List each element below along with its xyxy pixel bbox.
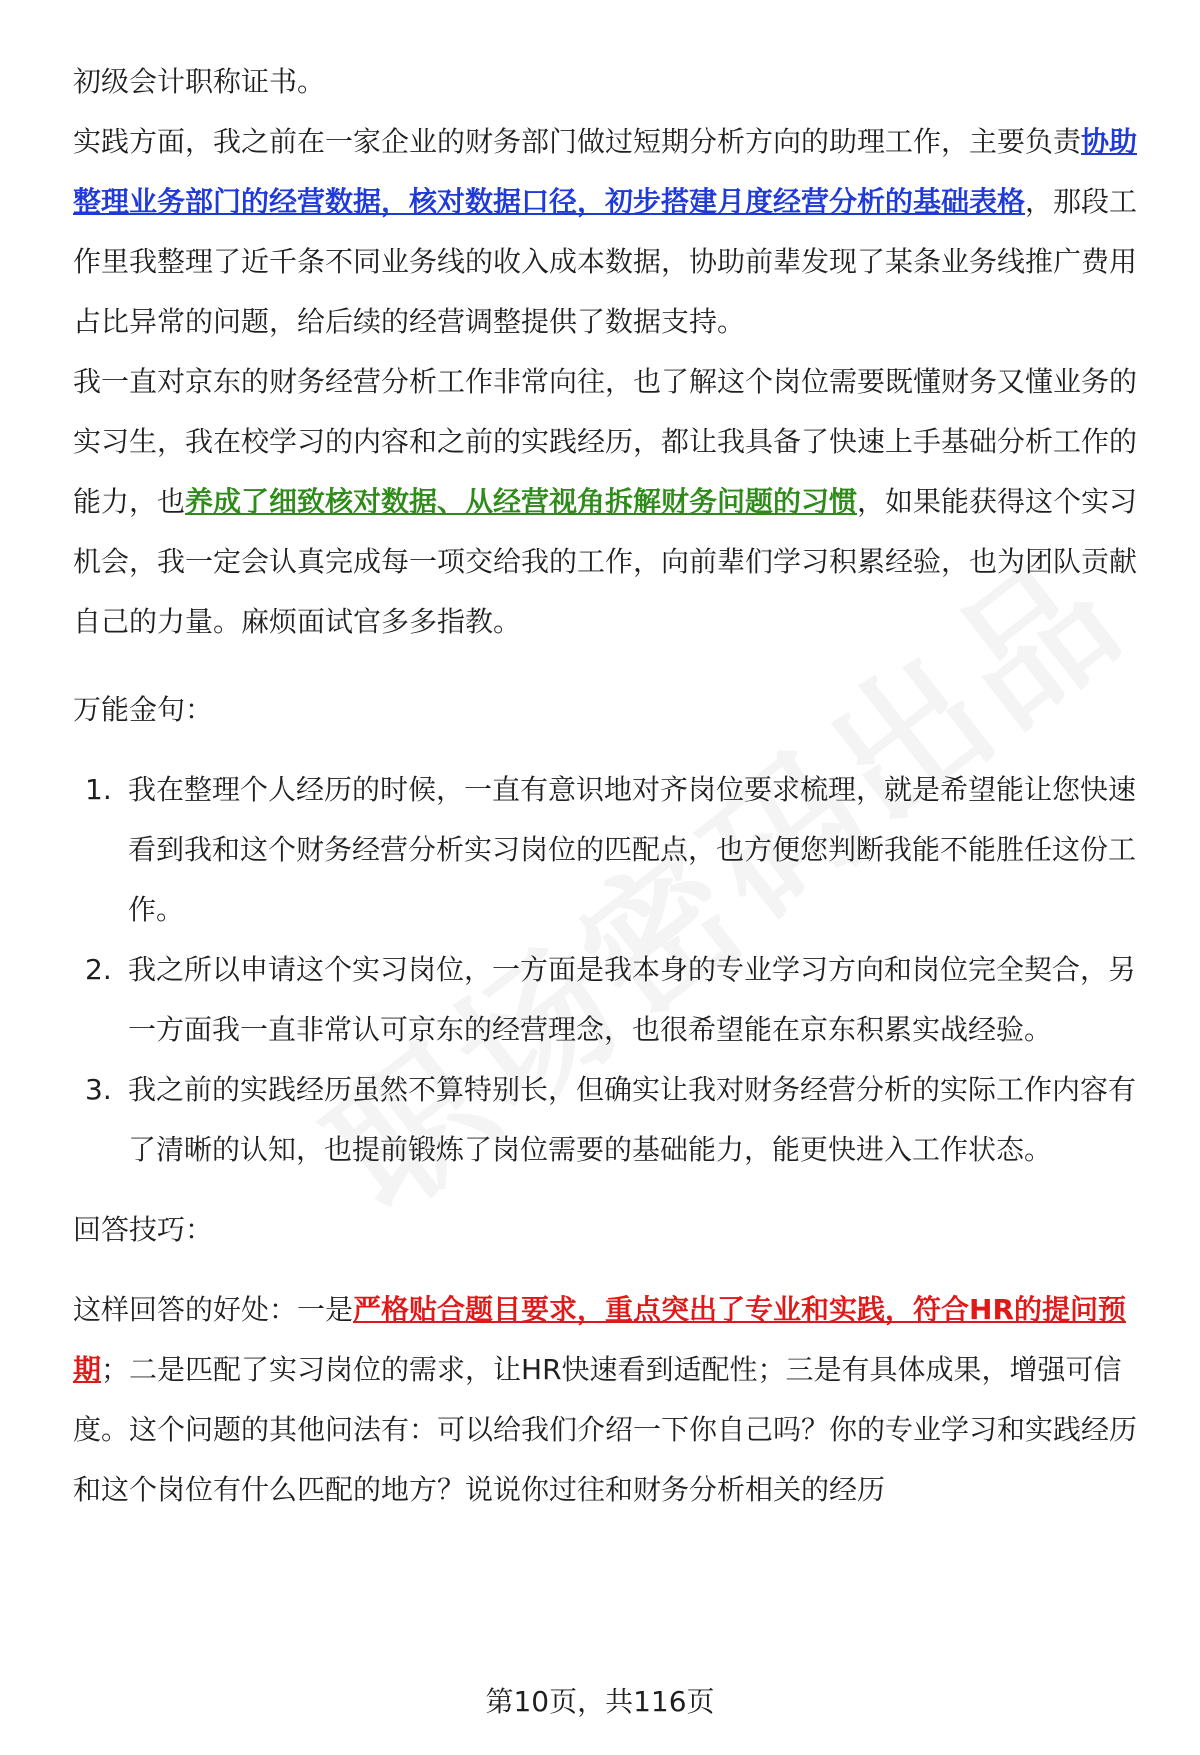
motivation-text-pre: 我一直对京东的财务经营分析工作非常向往，也了解这个岗位需要既懂财务又懂业务的实习生，我在校学习的内容和之前的实践经历，都让我具备了快速上手基础分析工作的能力，也 bbox=[73, 365, 1138, 518]
list-item-text: 我在整理个人经历的时候，一直有意识地对齐岗位要求梳理，就是希望能让您快速看到我和这个财务经营分析实习岗位的匹配点，也方便您判断我能不能胜任这份工作。 bbox=[128, 773, 1137, 926]
practice-text-post: ，那段工作里我整理了近千条不同业务线的收入成本数据，协助前辈发现了某条业务线推广费用占比异常的问题，给后续的经营调整提供了数据支持。 bbox=[73, 185, 1138, 338]
practice-text-pre: 实践方面，我之前在一家企业的财务部门做过短期分析方向的助理工作，主要负责 bbox=[73, 125, 1082, 158]
list-item-number: 3. bbox=[85, 1073, 112, 1106]
list-item-text: 我之前的实践经历虽然不算特别长，但确实让我对财务经营分析的实际工作内容有了清晰的认知，也提前锻炼了岗位需要的基础能力，能更快进入工作状态。 bbox=[128, 1073, 1137, 1166]
golden-sentences-list bbox=[73, 760, 1153, 1180]
golden-sentences-heading: 万能金句： bbox=[73, 693, 214, 726]
document-content bbox=[73, 52, 1153, 1520]
list-item-number: 1. bbox=[85, 773, 112, 806]
practice-paragraph bbox=[73, 112, 1153, 352]
motivation-paragraph bbox=[73, 352, 1153, 652]
list-item bbox=[73, 1060, 1153, 1180]
list-item bbox=[73, 940, 1153, 1060]
intro-line: 初级会计职称证书。 bbox=[73, 65, 326, 98]
list-item-text: 我之所以申请这个实习岗位，一方面是我本身的专业学习方向和岗位完全契合，另一方面我一直非常认可京东的经营理念，也很希望能在京东积累实战经验。 bbox=[128, 953, 1137, 1046]
answer-tips-heading: 回答技巧： bbox=[73, 1213, 214, 1246]
list-item bbox=[73, 760, 1153, 940]
practice-highlight: 协助整理业务部门的经营数据，核对数据口径，初步搭建月度经营分析的基础表格 bbox=[73, 125, 1138, 218]
tips-text-post: ；二是匹配了实习岗位的需求，让HR快速看到适配性；三是有具体成果，增强可信度。这个问题的其他问法有：可以给我们介绍一下你自己吗？你的专业学习和实践经历和这个岗位有什么匹配的地方？说说你过往和财务分析相关的经历 bbox=[73, 1353, 1138, 1506]
motivation-text-post: ，如果能获得这个实习机会，我一定会认真完成每一项交给我的工作，向前辈们学习积累经验，也为团队贡献自己的力量。麻烦面试官多多指教。 bbox=[73, 485, 1138, 638]
page-number-footer: 第10页，共116页 bbox=[485, 1685, 715, 1718]
answer-tips-paragraph bbox=[73, 1280, 1153, 1520]
motivation-highlight: 养成了细致核对数据、从经营视角拆解财务问题的习惯 bbox=[185, 485, 858, 518]
tips-text-pre: 这样回答的好处：一是 bbox=[73, 1293, 354, 1326]
tips-highlight: 严格贴合题目要求，重点突出了专业和实践，符合HR的提问预期 bbox=[73, 1293, 1127, 1386]
list-item-number: 2. bbox=[85, 953, 112, 986]
